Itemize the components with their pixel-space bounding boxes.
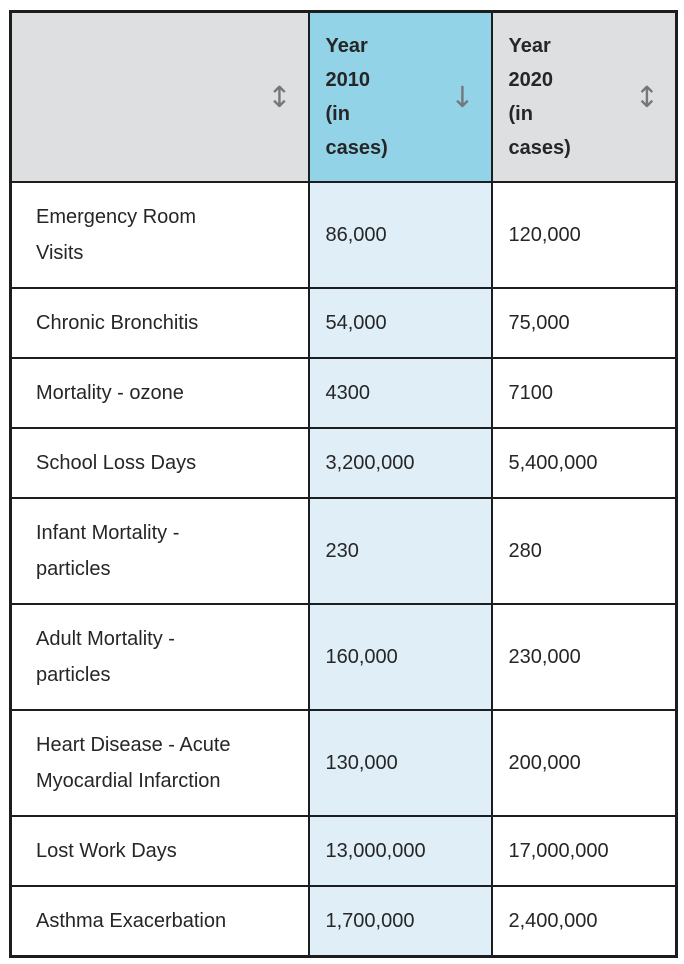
table-row xyxy=(11,886,677,957)
row-label-cell: Emergency Room Visits xyxy=(11,182,309,288)
header-row xyxy=(11,12,677,183)
value-cell-2010: 54,000 xyxy=(309,288,492,358)
column-header-blank[interactable] xyxy=(11,12,309,183)
value-cell-2010: 160,000 xyxy=(309,604,492,710)
value-cell-2020: 2,400,000 xyxy=(492,886,677,957)
value-cell-2010: 3,200,000 xyxy=(309,428,492,498)
row-label-cell: Infant Mortality - particles xyxy=(11,498,309,604)
value-cell-2020: 200,000 xyxy=(492,710,677,816)
header-label-year-2020: Year 2020 (in cases) xyxy=(508,35,571,159)
value-cell-2020: 5,400,000 xyxy=(492,428,677,498)
health-impacts-table xyxy=(9,10,678,958)
table-row xyxy=(11,816,677,886)
column-header-year-2020[interactable] xyxy=(492,12,677,183)
value-cell-2010: 13,000,000 xyxy=(309,816,492,886)
value-cell-2020: 17,000,000 xyxy=(492,816,677,886)
column-header-year-2010[interactable] xyxy=(309,12,492,183)
value-cell-2020: 7100 xyxy=(492,358,677,428)
row-label-cell: Heart Disease - Acute Myocardial Infarction xyxy=(11,710,309,816)
sort-down-icon[interactable]: ↓ xyxy=(450,79,475,114)
value-cell-2010: 1,700,000 xyxy=(309,886,492,957)
table-row xyxy=(11,358,677,428)
header-label-year-2010: Year 2010 (in cases) xyxy=(325,35,388,159)
row-label-cell: School Loss Days xyxy=(11,428,309,498)
value-cell-2020: 120,000 xyxy=(492,182,677,288)
row-label-cell: Lost Work Days xyxy=(11,816,309,886)
row-label-cell: Asthma Exacerbation xyxy=(11,886,309,957)
sort-updown-icon[interactable]: ↕ xyxy=(634,79,659,114)
sort-updown-icon[interactable]: ↕ xyxy=(267,79,292,114)
row-label-cell: Mortality - ozone xyxy=(11,358,309,428)
table-row xyxy=(11,710,677,816)
table-row xyxy=(11,182,677,288)
table-row xyxy=(11,498,677,604)
table-row xyxy=(11,288,677,358)
value-cell-2010: 86,000 xyxy=(309,182,492,288)
value-cell-2010: 4300 xyxy=(309,358,492,428)
value-cell-2020: 75,000 xyxy=(492,288,677,358)
table-row xyxy=(11,428,677,498)
value-cell-2010: 230 xyxy=(309,498,492,604)
row-label-cell: Adult Mortality - particles xyxy=(11,604,309,710)
value-cell-2010: 130,000 xyxy=(309,710,492,816)
value-cell-2020: 230,000 xyxy=(492,604,677,710)
value-cell-2020: 280 xyxy=(492,498,677,604)
row-label-cell: Chronic Bronchitis xyxy=(11,288,309,358)
table-row xyxy=(11,604,677,710)
